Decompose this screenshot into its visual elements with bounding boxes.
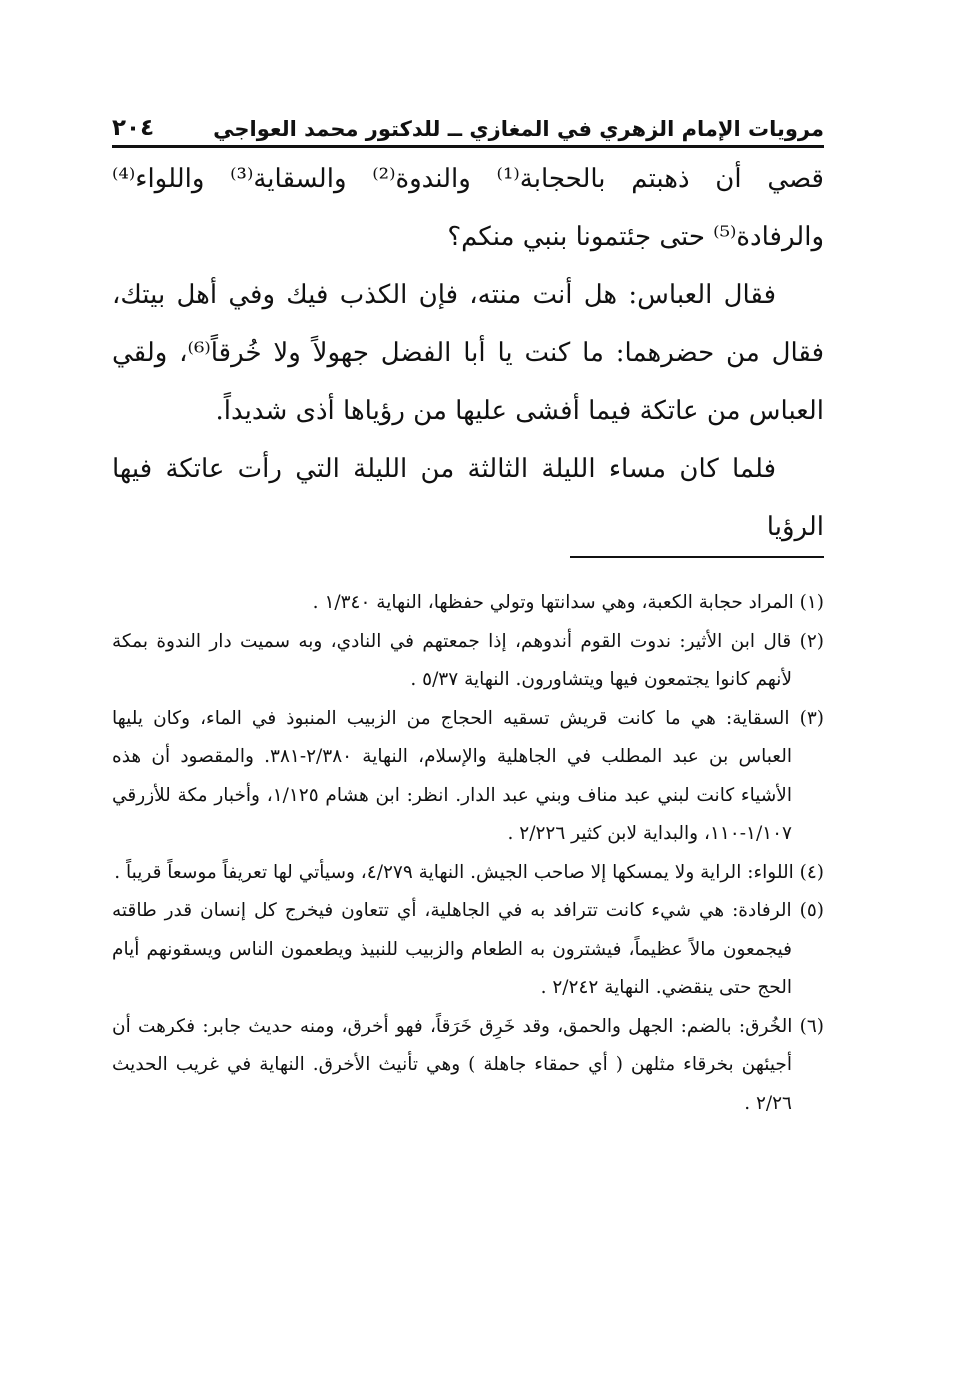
footnote-2: (٢) قال ابن الأثير: ندوت القوم أندوهم، إذا جمعتهم في النادي، وبه سميت دار الندوة بمكة لأنهم كانوا يجتمعون فيها ويتشاورون. النهاية ٥/٣٧ . bbox=[112, 630, 824, 690]
page-number: ٢٠٤ bbox=[112, 115, 155, 141]
footnote-3: (٣) السقاية: هي ما كانت قريش تسقيه الحجاج من الزبيب المنبوذ في الماء، وكان يليها العباس بن عبد المطلب في الجاهلية والإسلام، النهاية ٢/٣٨٠-٣٨١. والمقصود أن هذه الأشياء كانت لبني عبد مناف وبني عبد الدار. انظر: ابن هشام ١/١٢٥، وأخبار مكة للأزرقي ١/١٠٧-١١٠، والبداية لابن كثير ٢/٢٢٦ . bbox=[112, 707, 824, 844]
footnotes bbox=[112, 584, 824, 1123]
footnote-5: (٥) الرفادة: هي شيء كانت تترافد به في الجاهلية، أي تتعاون فيخرج كل إنسان قدر طاقته فيجمعون مالاً عظيماً، فيشترون به الطعام والزبيب للنبيذ ويطعمون الناس ويسقونهم أيام الحج حتى ينقضي. النهاية ٢/٢٤٢ . bbox=[112, 900, 824, 998]
footnote-4: (٤) اللواء: الراية ولا يمسكها إلا صاحب الجيش. النهاية ٤/٢٧٩، وسيأتي لها تعريفاً موسعاً قريباً . bbox=[114, 861, 824, 883]
paragraph-3: فلما كان مساء الليلة الثالثة من الليلة التي رأت عاتكة فيها الرؤيا bbox=[112, 454, 824, 542]
page-header bbox=[112, 108, 824, 148]
footnote-6: (٦) الخُرق: بالضم: الجهل والحمق، وقد خَرِق خَرَقاً، فهو أخرق، ومنه حديث جابر: فكرهت أن أجيئهن بخرقاء مثلهن ( أي حمقاء جاهلة ) وهي تأنيث الأخرق. النهاية في غريب الحديث ٢/٢٦ . bbox=[112, 1015, 824, 1114]
footnote-1: (١) المراد حجابة الكعبة، وهي سدانتها وتولي حفظها، النهاية ١/٣٤٠ . bbox=[312, 592, 824, 613]
main-text bbox=[112, 150, 824, 556]
running-title: مرويات الإمام الزهري في المغازي ــ للدكتور محمد العواجي bbox=[213, 117, 824, 141]
paragraph-2: فقال العباس: هل أنت منته، فإن الكذب فيك وفي أهل بيتك، فقال من حضرهما: ما كنت يا أبا الفضل جهولاً ولا خُرقاً⁽⁶⁾، ولقي العباس من عاتكة فيما أفشى عليها من رؤياها أذى شديداً. bbox=[112, 280, 824, 426]
paragraph-1: قصي أن ذهبتم بالحجابة⁽¹⁾ والندوة⁽²⁾ والسقاية⁽³⁾ واللواء⁽⁴⁾ والرفادة⁽⁵⁾ حتى جئتمونا بنبي منكم؟ bbox=[112, 164, 824, 252]
footnote-separator bbox=[570, 556, 824, 558]
